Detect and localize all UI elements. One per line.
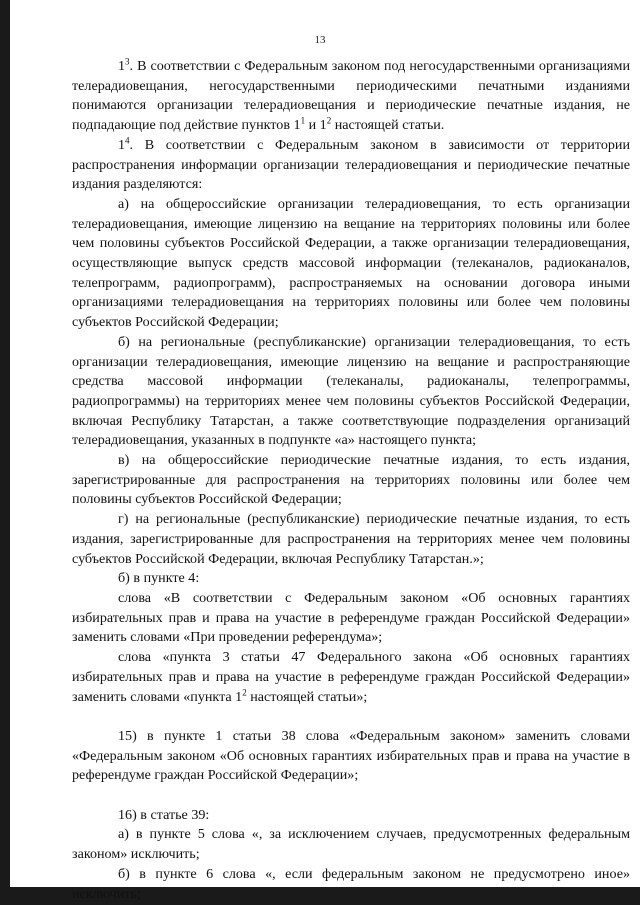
spacer — [72, 786, 630, 806]
paragraph-1-3: $1^3$. В соответствии с Федеральным законом под негосударственными организациями телерадиовещания, негосударственными периодическими печатными изданиями понимаются организации телерадиовещания и периодические печатные издания, не подпадающие под действие пунктов $1^1$ и $1^2$ настоящей статьи. — [72, 56, 630, 134]
item-16-a: а) в пункте 5 слова «, за исключением случаев, предусмотренных федеральным законом» исключить; — [72, 826, 630, 863]
subparagraph-a: а) на общероссийские организации телерадиовещания, то есть организации телерадиовещания, имеющие лицензию на вещание на территориях половины или более чем половины субъектов Российской Федерации, а также организации телерадиовещания, осуществляющие выпуск средств массовой информации (телеканалов, радиоканалов, телепрограмм, радиопрограмм), распространяемых на основании договора иными организациями телерадиовещания на территориях половины или более чем половины субъектов Российской Федерации; — [72, 195, 630, 331]
spacer — [72, 707, 630, 727]
point-4-change-2: слова «пункта 3 статьи 47 Федерального закона «Об основных гарантиях избирательных прав и права на участие в референдуме граждан Российской Федерации» заменить словами «пункта $1^2$ настоящей статьи»; — [72, 649, 630, 705]
point-4-change-1: слова «В соответствии с Федеральным законом «Об основных гарантиях избирательных прав и права на участие в референдуме граждан Российской Федерации» заменить словами «При проведении референдума»; — [72, 589, 630, 646]
subparagraph-v: в) на общероссийские периодические печатные издания, то есть издания, зарегистрированные для распространения на территориях половины или более чем половины субъектов Российской Федерации; — [72, 452, 630, 508]
subparagraph-b: б) на региональные (республиканские) организации телерадиовещания, то есть организации телерадиовещания, имеющие лицензию на вещание и распространяющие средства массовой информации (телеканалы, радиоканалы, телепрограммы, радиопрограммы) на территориях менее чем половины субъектов Российской Федерации, включая Республику Татарстан, а также соответствующие подразделения организаций телерадиовещания, указанных в подпункте «а» настоящего пункта; — [72, 333, 630, 449]
item-16-b: б) в пункте 6 слова «, если федеральным законом не предусмотрено иное» исключить; — [72, 865, 630, 902]
point-4-heading: б) в пункте 4: — [118, 570, 200, 587]
paragraph-1-4: $1^4$. В соответствии с Федеральным законом в зависимости от территории распространения информации организации телерадиовещания и периодические печатные издания разделяются: — [72, 135, 630, 193]
item-15: 15) в пункте 1 статьи 38 слова «Федеральным законом» заменить словами «Федеральным законом «Об основных гарантиях избирательных прав и права на участие в референдуме граждан Российской Федерации»; — [72, 727, 630, 784]
subparagraph-g: г) на региональные (республиканские) периодические печатные издания, то есть издания, зарегистрированные для распространения на территориях менее чем половины субъектов Российской Федерации, включая Республику Татарстан.»; — [72, 511, 630, 567]
page-number: 13 — [314, 34, 326, 46]
item-16-heading: 16) в статье 39: — [118, 806, 210, 823]
scan-left-border — [0, 0, 10, 905]
document-body — [72, 57, 630, 904]
